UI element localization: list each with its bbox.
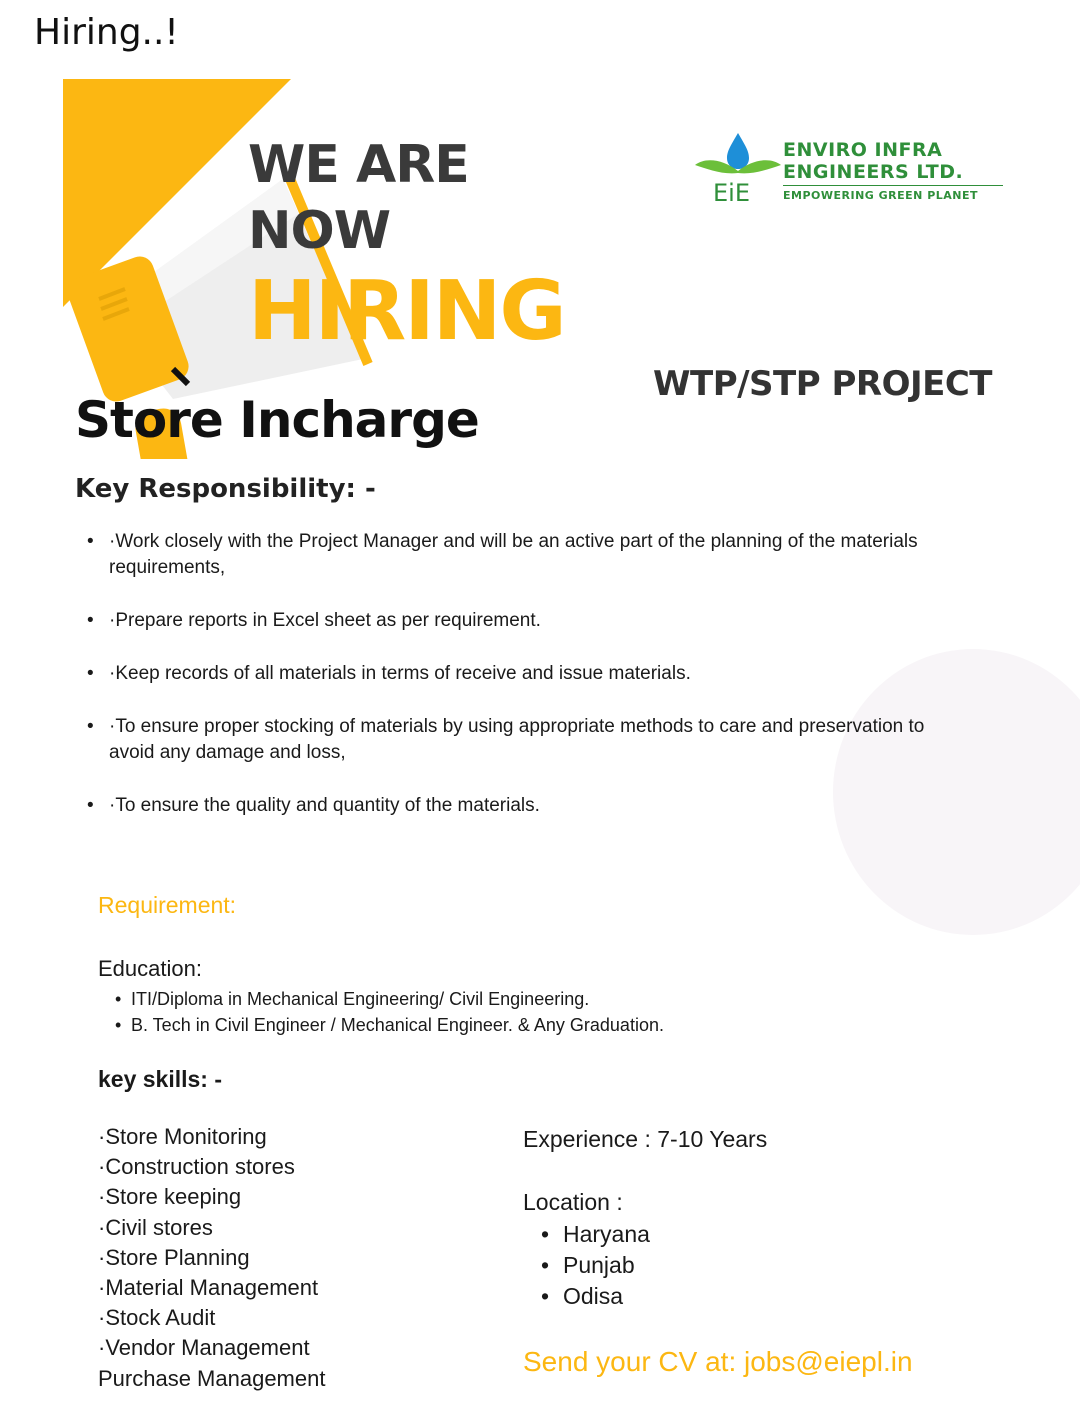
location-item: • Odisa [541, 1281, 650, 1312]
education-item: • ITI/Diploma in Mechanical Engineering/ Civil Engineering. [115, 986, 664, 1012]
headline-now: NOW [248, 201, 391, 261]
responsibility-item: • ·Prepare reports in Excel sheet as per requirement. [85, 608, 945, 634]
job-title: Store Incharge [75, 391, 479, 449]
headline-we-are: WE ARE [248, 135, 469, 195]
location-title: Location : [523, 1189, 623, 1215]
skill-item: ·Material Management [98, 1275, 319, 1301]
responsibilities-title: Key Responsibility: - [75, 474, 376, 504]
responsibility-item: • ·To ensure proper stocking of materials by using appropriate methods to care and preservation to avoid any damage and loss, [85, 714, 945, 766]
skill-item: ·Store Monitoring [98, 1124, 267, 1149]
skill-item: ·Construction stores [98, 1154, 295, 1180]
skills-title: key skills: - [98, 1066, 223, 1092]
skill-item: ·Stock Audit [98, 1305, 216, 1331]
location-list [541, 1219, 650, 1312]
skill-item: ·Civil stores [98, 1214, 213, 1240]
headline-hiring: HIRING [248, 264, 565, 359]
send-cv-cta[interactable]: Send your CV at: jobs@eiepl.in [523, 1346, 913, 1377]
experience: Experience : 7-10 Years [523, 1126, 768, 1152]
logo-divider [783, 185, 1003, 186]
requirement-title: Requirement: [98, 892, 237, 918]
skill-item: ·Vendor Management [98, 1335, 310, 1361]
company-logo [693, 131, 1013, 211]
education-list [115, 986, 664, 1038]
company-tagline: EMPOWERING GREEN PLANET [783, 189, 979, 202]
responsibility-item: • ·To ensure the quality and quantity of the materials. [85, 793, 945, 819]
company-abbr: EiE [713, 179, 750, 207]
company-name-line1: ENVIRO INFRA [783, 139, 943, 161]
company-name-line2: ENGINEERS LTD. [783, 161, 964, 183]
skill-item: ·Store keeping [98, 1184, 242, 1210]
education-title: Education: [98, 956, 202, 981]
post-caption: Hiring..! [34, 12, 179, 53]
location-item: • Haryana [541, 1219, 650, 1250]
responsibilities-list [85, 529, 945, 846]
responsibility-item: • ·Work closely with the Project Manager and will be an active part of the planning of the materials requirements, [85, 529, 945, 581]
skill-item: ·Store Planning [98, 1244, 250, 1270]
skill-item: Purchase Management [98, 1365, 326, 1391]
skills-list [98, 1122, 325, 1394]
responsibility-item: • ·Keep records of all materials in terms of receive and issue materials. [85, 661, 945, 687]
project-name: WTP/STP PROJECT [653, 364, 992, 404]
location-item: • Punjab [541, 1250, 650, 1281]
hiring-poster [63, 79, 1017, 1409]
leaf-drop-icon [693, 131, 783, 183]
education-item: • B. Tech in Civil Engineer / Mechanical Engineer. & Any Graduation. [115, 1012, 664, 1038]
